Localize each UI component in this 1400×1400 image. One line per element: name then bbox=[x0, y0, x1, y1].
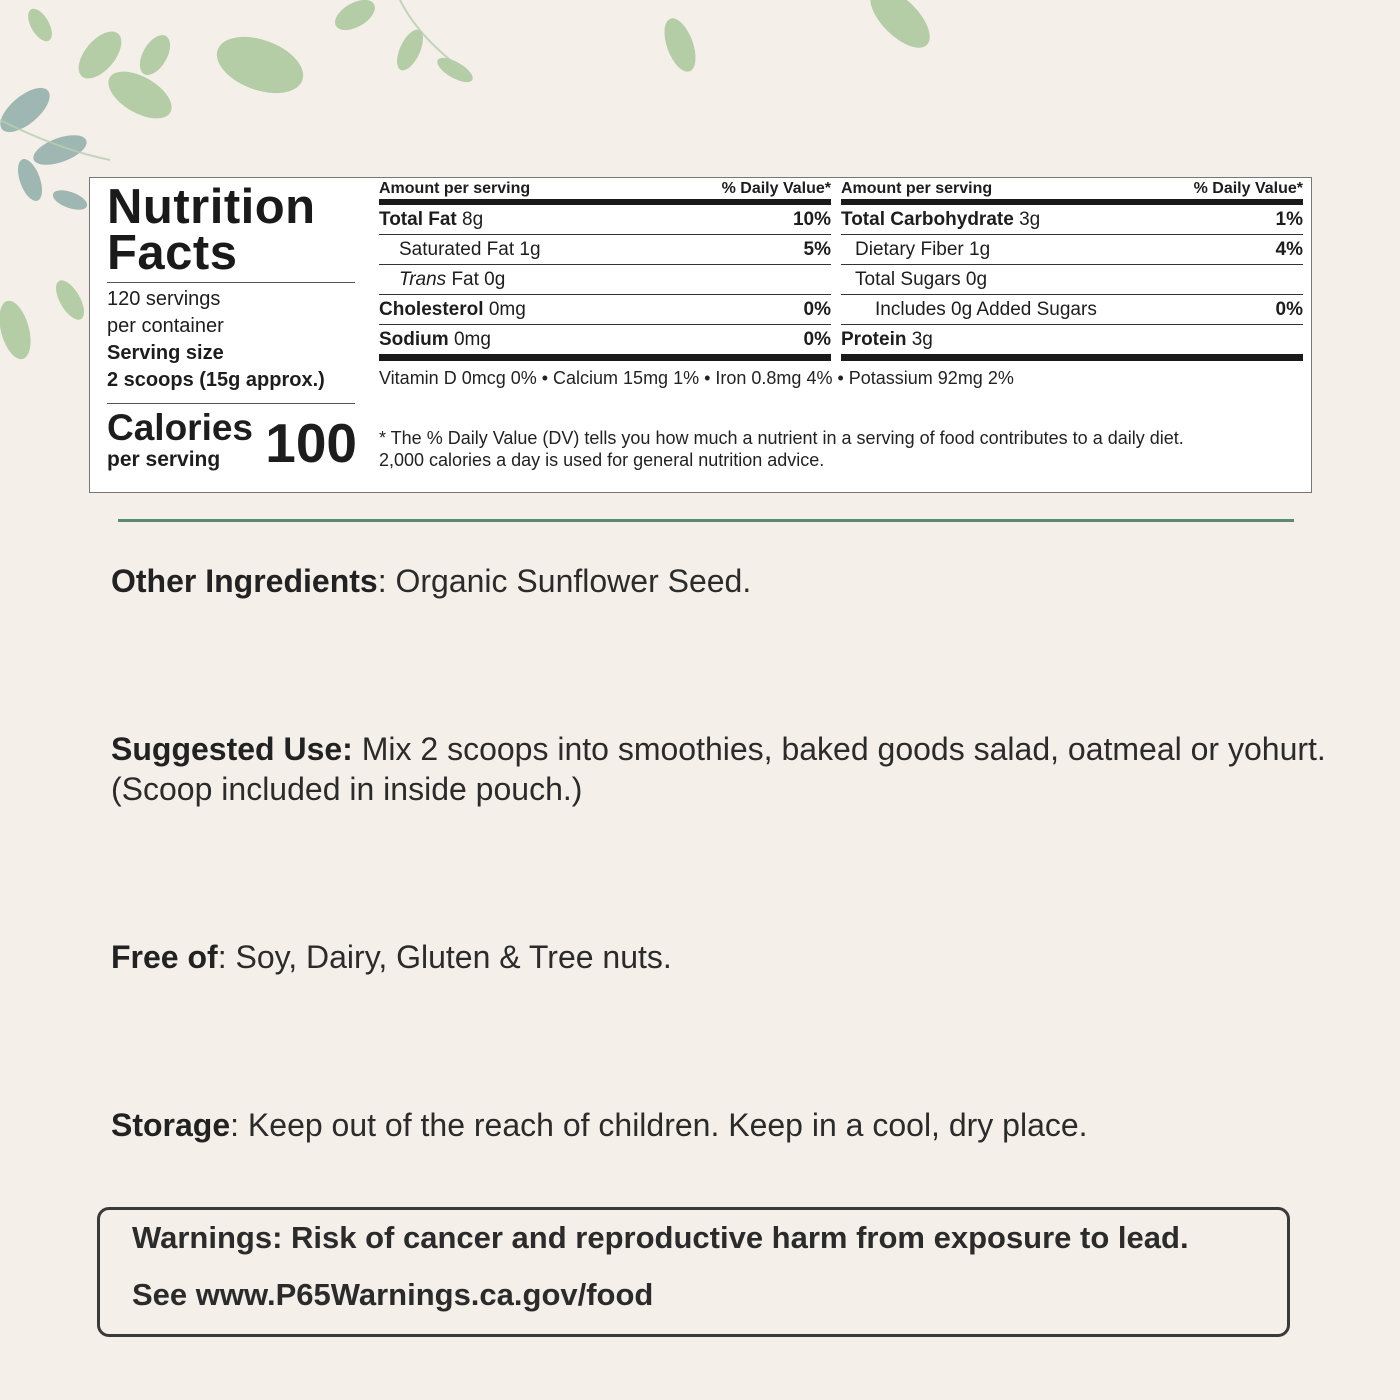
suggested-use-label: Suggested Use: bbox=[111, 731, 353, 767]
suggested-use-text: Mix 2 scoops into smoothies, baked goods salad, oatmeal or yohurt. (Scoop included in inside pouch.) bbox=[111, 731, 1326, 807]
leaf-icon bbox=[101, 62, 180, 128]
column-header bbox=[379, 178, 831, 205]
storage-text: : Keep out of the reach of children. Keep in a cool, dry place. bbox=[230, 1107, 1088, 1143]
nutrient-row bbox=[379, 265, 831, 295]
footnote-line-1: * The % Daily Value (DV) tells you how much a nutrient in a serving of food contributes to a daily diet. bbox=[379, 428, 1184, 448]
title-line-1: Nutrition bbox=[107, 180, 316, 234]
free-of-label: Free of bbox=[111, 939, 218, 975]
calories-label: Calories bbox=[107, 407, 254, 448]
nutrient-name: Total Carbohydrate bbox=[841, 208, 1014, 230]
calories-value: 100 bbox=[265, 412, 357, 474]
leaf-icon bbox=[0, 80, 57, 140]
divider bbox=[107, 282, 355, 283]
nutrient-row bbox=[841, 205, 1303, 235]
nutrient-amount: 1g bbox=[969, 238, 991, 260]
dv-header: % Daily Value* bbox=[721, 180, 831, 197]
serving-size-value: 2 scoops (15g approx.) bbox=[107, 369, 325, 391]
leaf-icon bbox=[0, 297, 36, 362]
storage bbox=[111, 1105, 1331, 1145]
nutrient-name: Cholesterol bbox=[379, 298, 484, 320]
nutrient-amount: 0g bbox=[965, 268, 988, 290]
section-divider bbox=[118, 519, 1294, 522]
nutrient-column-right bbox=[841, 178, 1303, 361]
servings-info bbox=[107, 286, 355, 394]
leaf-icon bbox=[30, 129, 91, 171]
serving-size-label: Serving size bbox=[107, 342, 224, 364]
nutrient-row bbox=[841, 265, 1303, 295]
nutrient-amount: 1g bbox=[519, 238, 541, 260]
amount-header: Amount per serving bbox=[379, 180, 531, 197]
free-of-text: : Soy, Dairy, Gluten & Tree nuts. bbox=[217, 939, 672, 975]
nutrient-row bbox=[379, 235, 831, 265]
footnote-line-2: 2,000 calories a day is used for general nutrition advice. bbox=[379, 450, 825, 470]
leaf-icon bbox=[50, 276, 89, 324]
nutrient-amount: 3g bbox=[911, 328, 933, 350]
dv-footnote bbox=[379, 427, 1184, 471]
nutrient-dv: 1% bbox=[1275, 208, 1303, 230]
nutrient-amount: 3g bbox=[1019, 208, 1041, 230]
nutrient-amount: 8g bbox=[462, 208, 484, 230]
nutrient-amount: 0mg bbox=[453, 328, 491, 350]
vitamins-line: Vitamin D 0mcg 0% • Calcium 15mg 1% • Iron 0.8mg 4% • Potassium 92mg 2% bbox=[379, 368, 1014, 388]
leaf-icon bbox=[23, 5, 57, 45]
other-ingredients bbox=[111, 561, 1331, 601]
nutrition-facts-panel bbox=[89, 177, 1312, 493]
warnings-box bbox=[97, 1207, 1290, 1337]
leaf-icon bbox=[134, 30, 177, 80]
leaf-icon bbox=[330, 0, 380, 36]
nutrition-header bbox=[107, 180, 357, 478]
nutrient-name: Includes 0g Added Sugars bbox=[875, 298, 1097, 320]
nutrient-dv: 0% bbox=[1275, 298, 1303, 320]
nutrient-dv: 0% bbox=[803, 328, 831, 350]
other-ingredients-text: : Organic Sunflower Seed. bbox=[377, 563, 752, 599]
nutrient-name: Saturated Fat bbox=[399, 238, 515, 260]
warnings-link-text: See www.P65Warnings.ca.gov/food bbox=[132, 1277, 654, 1312]
amount-header: Amount per serving bbox=[841, 180, 993, 197]
dv-header: % Daily Value* bbox=[1193, 180, 1303, 197]
nutrition-title bbox=[107, 180, 355, 280]
nutrient-dv: 4% bbox=[1275, 238, 1303, 260]
servings-per-container: per container bbox=[107, 315, 224, 337]
nutrient-amount: Fat 0g bbox=[451, 268, 506, 290]
warnings-text: Risk of cancer and reproductive harm from exposure to lead. bbox=[282, 1220, 1189, 1255]
calories-sub: per serving bbox=[107, 448, 221, 471]
nutrient-name: Trans bbox=[399, 268, 447, 290]
nutrient-dv: 0% bbox=[803, 298, 831, 320]
free-of bbox=[111, 937, 1331, 977]
nutrient-column-left bbox=[379, 178, 831, 361]
nutrient-row bbox=[379, 205, 831, 235]
nutrient-row bbox=[841, 235, 1303, 265]
nutrient-name: Sodium bbox=[379, 328, 449, 350]
suggested-use bbox=[111, 729, 1331, 809]
nutrient-name: Dietary Fiber bbox=[855, 238, 964, 260]
nutrient-row bbox=[841, 295, 1303, 325]
calories-row bbox=[107, 408, 355, 478]
leaf-icon bbox=[209, 26, 311, 104]
title-line-2: Facts bbox=[107, 226, 238, 280]
other-ingredients-label: Other Ingredients bbox=[111, 563, 378, 599]
leaf-icon bbox=[434, 53, 477, 87]
nutrient-amount: 0mg bbox=[488, 298, 526, 320]
column-header bbox=[841, 178, 1303, 205]
nutrient-dv: 5% bbox=[803, 238, 831, 260]
warnings-label: Warnings: bbox=[132, 1220, 283, 1255]
nutrient-name: Total Sugars bbox=[855, 268, 961, 290]
divider bbox=[107, 403, 355, 404]
nutrient-row bbox=[841, 325, 1303, 361]
nutrient-name: Total Fat bbox=[379, 208, 457, 230]
leaf-icon bbox=[658, 14, 702, 76]
nutrient-row bbox=[379, 325, 831, 361]
nutrient-row bbox=[379, 295, 831, 325]
nutrient-dv: 10% bbox=[792, 208, 831, 230]
nutrient-name: Protein bbox=[841, 328, 907, 350]
leaf-icon bbox=[860, 0, 939, 58]
storage-label: Storage bbox=[111, 1107, 231, 1143]
servings-count: 120 servings bbox=[107, 288, 221, 310]
leaf-icon bbox=[50, 186, 89, 213]
